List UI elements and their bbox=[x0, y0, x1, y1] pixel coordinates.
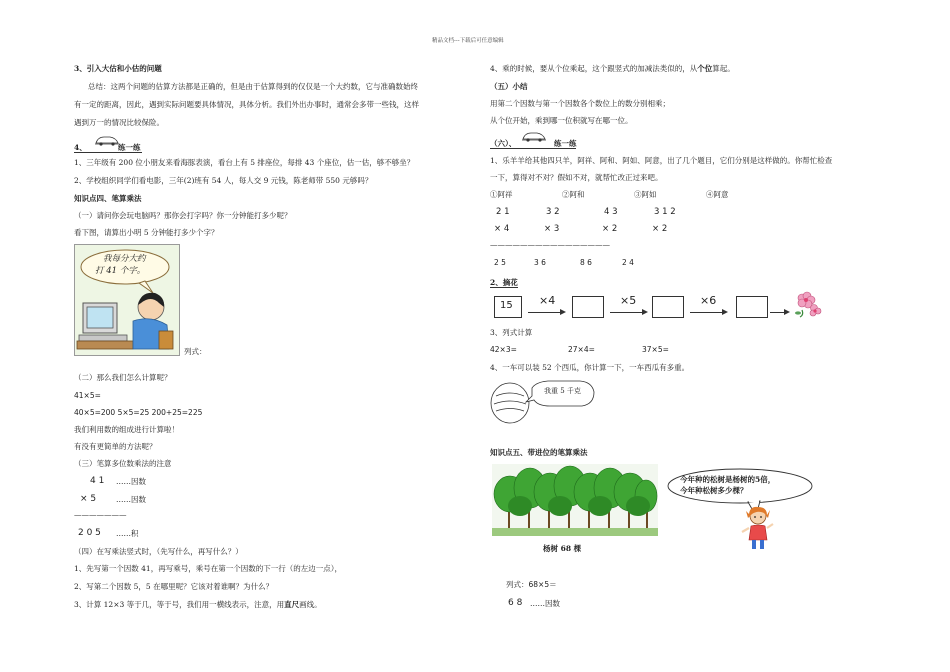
chain-box-4[interactable] bbox=[736, 296, 768, 318]
summary-line-3: 遇到万一的情况比较保险。 bbox=[74, 118, 164, 127]
girl-character-icon bbox=[740, 504, 776, 552]
pine-formula: 列式：68×5＝ bbox=[506, 580, 557, 589]
decomposition-note: 我们利用数的组成进行计算啦！ bbox=[74, 425, 179, 434]
calc-mul-1: × 4 bbox=[494, 224, 510, 234]
summary-line-1: 总结：这两个问题的估算方法都是正确的，但是由于估算得到的仅仅是一个大约数，它与准确数始终 bbox=[88, 82, 418, 91]
pick-flowers-title: 2、摘花 bbox=[490, 278, 518, 287]
knowledge-5-title: 知识点五、带进位的笔算乘法 bbox=[490, 448, 588, 457]
vertical-factor-1: 4 1 bbox=[90, 476, 105, 486]
writing-step-3-end: 画线。 bbox=[299, 600, 322, 609]
calc-top-4: 3 1 2 bbox=[654, 207, 676, 217]
calc-rule: ———————————————— bbox=[490, 240, 610, 249]
chain-arrow-4-head bbox=[784, 309, 790, 315]
expression-41x5: 41×5= bbox=[74, 391, 101, 400]
section-4-number: 4、 bbox=[74, 143, 87, 152]
writing-step-3-text: 3、计算 12×3 等于几，等于号，我们用一横线表示，注意，用 bbox=[74, 600, 285, 609]
writing-step-3 bbox=[74, 600, 322, 609]
chain-arrow-3-line bbox=[690, 312, 722, 313]
section-3-title: 3、引入大估和小估的问题 bbox=[74, 64, 162, 73]
writing-step-1: 1、先写第一个因数 41，再写乘号，乘号在第一个因数的下一行（的左边一点）， bbox=[74, 564, 342, 573]
ones-place-emphasis: 个位 bbox=[697, 64, 713, 73]
writing-order-title: （四）在写乘法竖式时，（先写什么，再写什么？） bbox=[74, 547, 243, 556]
vertical-notes-title: （三）笔算多位数乘法的注意 bbox=[74, 459, 172, 468]
chain-arrow-1-line bbox=[528, 312, 560, 313]
calc-result-1: 2 5 bbox=[494, 258, 506, 267]
sheep-name-4: ④阿意 bbox=[706, 190, 729, 199]
vertical-product-note: ……积 bbox=[116, 529, 139, 538]
pine-vertical-factor: 6 8 bbox=[508, 598, 523, 608]
car-icon-2 bbox=[521, 130, 547, 142]
summary-title: （五）小结 bbox=[490, 82, 528, 91]
sheep-question-line-1: 1、乐羊羊给其他四只羊，阿祥、阿和、阿如、阿意，出了几个题目，它们分别是这样做的。你帮忙检查 bbox=[490, 156, 833, 165]
practice-label-right: 练一练 bbox=[554, 139, 577, 148]
vertical-factor-2-note: ……因数 bbox=[116, 495, 146, 504]
practice-underline-left bbox=[74, 152, 142, 153]
car-icon bbox=[94, 134, 120, 146]
exercise-2: 2、学校组织同学们看电影，三年(2)班有 54 人，每人交 9 元钱，陈老师带 550 元够吗？ bbox=[74, 176, 373, 185]
sheep-name-3: ③阿如 bbox=[634, 190, 657, 199]
multiply-from-ones-text: 4、乘的时候，要从个位乘起，这个跟竖式的加减法类似的，从 bbox=[490, 64, 698, 73]
chain-box-3[interactable] bbox=[652, 296, 684, 318]
vertical-product: 2 0 5 bbox=[78, 528, 101, 538]
calc-result-3: 8 6 bbox=[580, 258, 592, 267]
sheep-question-line-2: 一下，算得对不对？假如不对，就帮忙改正过来吧。 bbox=[490, 173, 663, 182]
chain-arrow-3-head bbox=[722, 309, 728, 315]
poplar-trees-illustration bbox=[490, 462, 660, 540]
section-6-number: （六）、 bbox=[490, 139, 517, 148]
simpler-method-question: 有没有更简单的方法呢？ bbox=[74, 442, 157, 451]
chain-op-2: ×5 bbox=[620, 294, 637, 307]
calc-top-2: 3 2 bbox=[546, 207, 560, 217]
decomposition-steps: 40×5=200 5×5=25 200+25=225 bbox=[74, 408, 203, 417]
practice-underline-right bbox=[490, 148, 576, 149]
calc-mul-2: × 3 bbox=[544, 224, 560, 234]
speech-bubble-line-2: 打 41 个字。 bbox=[95, 266, 146, 276]
chain-arrow-2-head bbox=[642, 309, 648, 315]
exercise-1: 1、三年级有 200 位小朋友来看海豚表演，看台上有 5 排座位，每排 43 个座位，估一估，够不够坐？ bbox=[74, 158, 415, 167]
calc-result-2: 3 6 bbox=[534, 258, 546, 267]
typing-boy-illustration bbox=[74, 244, 180, 356]
chain-arrow-2-line bbox=[610, 312, 642, 313]
speech-bubble-line-1: 我每分大约 bbox=[103, 254, 146, 264]
vertical-factor-1-note: ……因数 bbox=[116, 477, 146, 486]
pine-question-line-1: 今年种的松树是杨树的5倍， bbox=[680, 475, 776, 484]
calc-mul-3: × 2 bbox=[602, 224, 618, 234]
ruler-emphasis: 直尺 bbox=[284, 600, 300, 609]
multiply-from-ones-end: 算起。 bbox=[712, 64, 735, 73]
multiply-from-ones bbox=[490, 64, 735, 73]
writing-step-2: 2、写第二个因数 5，5 在哪里呢？它该对着谁啊？为什么？ bbox=[74, 582, 274, 591]
sheep-name-1: ①阿祥 bbox=[490, 190, 513, 199]
chain-start-value: 15 bbox=[500, 300, 513, 311]
vertical-rule: ——————— bbox=[74, 510, 127, 519]
sheep-name-2: ②阿和 bbox=[562, 190, 585, 199]
watermelon-speech: 我重 5 千克 bbox=[544, 387, 581, 395]
calc-section-title: 3、列式计算 bbox=[490, 328, 533, 337]
vertical-factor-2: × 5 bbox=[80, 494, 97, 504]
page-header: 精品文档---下载后可任意编辑 bbox=[432, 38, 504, 44]
calc-item-1: 42×3= bbox=[490, 345, 517, 354]
knowledge-4-title: 知识点四、笔算乘法 bbox=[74, 194, 142, 203]
watermelon-icon bbox=[488, 378, 598, 428]
chain-arrow-4-line bbox=[770, 312, 784, 313]
picture-question: 看下图，请算出小明 5 分钟能打多少个字？ bbox=[74, 228, 219, 237]
computer-question: （一）请问你会玩电脑吗？那你会打字吗？你一分钟能打多少呢？ bbox=[74, 211, 292, 220]
chain-op-1: ×4 bbox=[539, 294, 556, 307]
calc-mul-4: × 2 bbox=[652, 224, 668, 234]
chain-arrow-1-head bbox=[560, 309, 566, 315]
pine-question-line-2: 今年种松树多少棵？ bbox=[680, 486, 748, 495]
calc-top-1: 2 1 bbox=[496, 207, 510, 217]
poplar-count-label: 杨树 68 棵 bbox=[543, 544, 582, 553]
summary-rule-2: 从个位开始，乘到哪一位积就写在哪一位。 bbox=[490, 116, 633, 125]
summary-line-2: 有一定的距离，因此，遇到实际问题要具体情况，具体分析。我们外出办事时，通常会多带一些钱，这样 bbox=[74, 100, 419, 109]
calc-item-3: 37×5= bbox=[642, 345, 669, 354]
summary-rule-1: 用第二个因数与第一个因数各个数位上的数分别相乘； bbox=[490, 99, 670, 108]
how-to-compute-title: （二）那么我们怎么计算呢？ bbox=[74, 373, 172, 382]
chain-box-2[interactable] bbox=[572, 296, 604, 318]
calc-item-2: 27×4= bbox=[568, 345, 595, 354]
watermelon-question: 4、一车可以装 52 个西瓜，你计算一下，一车西瓜有多重。 bbox=[490, 363, 690, 372]
formula-label: 列式： bbox=[184, 347, 207, 356]
pick-flowers-underline bbox=[490, 287, 518, 288]
pine-vertical-factor-note: ……因数 bbox=[530, 599, 560, 608]
practice-label-left: 练一练 bbox=[118, 143, 141, 152]
calc-top-3: 4 3 bbox=[604, 207, 618, 217]
flower-icon bbox=[792, 290, 822, 318]
chain-op-3: ×6 bbox=[700, 294, 717, 307]
calc-result-4: 2 4 bbox=[622, 258, 634, 267]
